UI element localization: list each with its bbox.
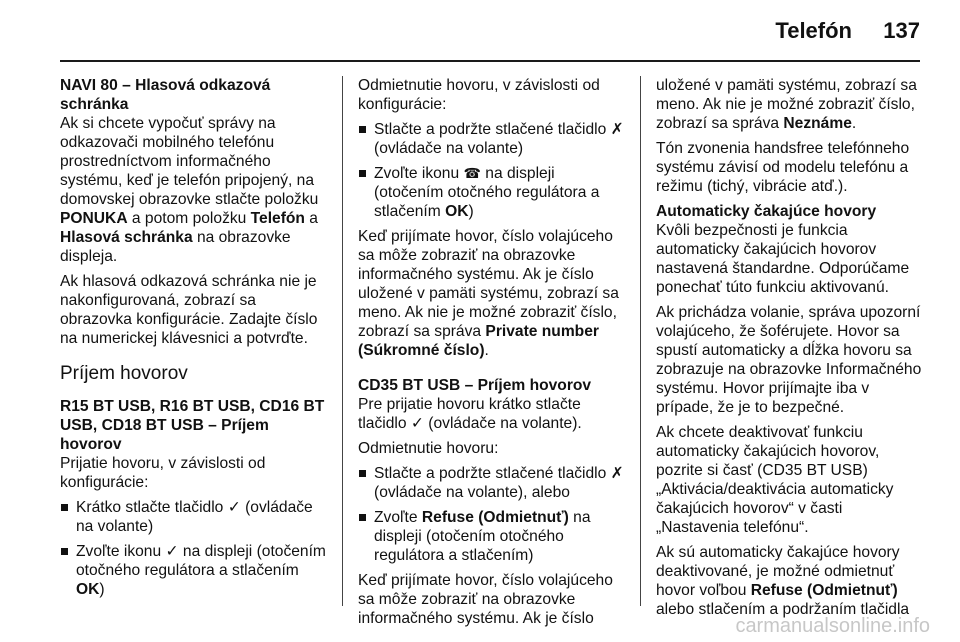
reject-call-icon: ✗	[610, 121, 624, 138]
list-item: Zvoľte Refuse (Odmietnuť) na displeji (otočením otočného regulátora a stlačením)	[358, 508, 624, 565]
menu-term-ponuka: PONUKA	[60, 210, 128, 227]
list-item: Stlačte a podržte stlačené tlačidlo ✗ (ovládače na volante)	[358, 120, 624, 158]
section-title-receiving-calls: Príjem hovorov	[60, 363, 188, 384]
answer-call-icon: ✓	[165, 543, 179, 560]
page-number: 137	[883, 18, 920, 43]
end-call-icon: ☎	[463, 165, 481, 181]
list-item: Zvoľte ikonu ☎ na displeji (otočením otočného regulátora a stlačením OK)	[358, 164, 624, 221]
heading-r15-cd18-receiving: R15 BT USB, R16 BT USB, CD16 BT USB, CD18 BT USB – Príjem hovorov	[60, 398, 325, 453]
heading-navi80-voicemail: NAVI 80 – Hlasová odkazová schránka	[60, 77, 271, 113]
column-2	[358, 76, 624, 634]
paragraph-reject-call: Odmietnutie hovoru, v závislosti od konfigurácie:	[358, 77, 600, 113]
paragraph-voicemail-access: Ak si chcete vypočuť správy na odkazovači mobilného telefónu prostredníctvom informačného systému, keď je telefón pripojený, na domovskej obrazovke stlačte položku PONUKA a potom položku Telefón a Hlasová schránka na obrazovke displeja.	[60, 115, 319, 265]
paragraph-ringtone: Tón zvonenia handsfree telefónneho systému závisí od modelu telefónu a režimu (tichý, vibrácie atď.).	[656, 140, 910, 195]
paragraph-cd35-reject: Odmietnutie hovoru:	[358, 440, 499, 457]
list-item: Krátko stlačte tlačidlo ✓ (ovládače na volante)	[60, 498, 326, 536]
page-title: Telefón	[775, 18, 852, 43]
message-unknown: Neznáme	[783, 115, 852, 132]
heading-auto-answer: Automaticky čakajúce hovory	[656, 203, 877, 220]
watermark: carmanualsonline.info	[735, 615, 930, 637]
paragraph-accept-call: Prijatie hovoru, v závislosti od konfigurácie:	[60, 455, 266, 491]
paragraph-auto-answer-default: Kvôli bezpečnosti je funkcia automaticky čakajúcich hovorov nastavená štandardne. Odporúčame ponechať túto funkciu aktivovanú.	[656, 222, 910, 296]
list-item: Zvoľte ikonu ✓ na displeji (otočením otočného regulátora a stlačením OK)	[60, 542, 326, 599]
answer-call-icon: ✓	[410, 415, 424, 432]
list-accept-call	[60, 498, 326, 599]
page-header	[0, 0, 960, 62]
reject-call-icon: ✗	[610, 465, 624, 482]
answer-call-icon: ✓	[227, 499, 241, 516]
column-divider-2	[640, 76, 641, 606]
header-rule	[60, 60, 920, 62]
column-divider-1	[342, 76, 343, 606]
paragraph-caller-number: Keď prijímate hovor, číslo volajúceho sa môže zobraziť na obrazovke informačného systému. Ak je číslo uložené v pamäti systému, zobrazí sa meno. Ak nie je možné zobraziť číslo, zobrazí sa správa Private number (Súkromné číslo).	[358, 228, 619, 359]
list-reject-call	[358, 120, 624, 221]
list-item: Stlačte a podržte stlačené tlačidlo ✗ (ovládače na volante), alebo	[358, 464, 624, 502]
option-refuse: Refuse (Odmietnuť)	[421, 509, 569, 526]
paragraph-cd35-caller-number: Keď prijímate hovor, číslo volajúceho sa môže zobraziť na obrazovke informačného systému. Ak je číslo	[358, 572, 613, 627]
heading-cd35-receiving: CD35 BT USB – Príjem hovorov	[358, 377, 592, 394]
paragraph-auto-answer-deactivate: Ak chcete deaktivovať funkciu automaticky čakajúcich hovorov, pozrite si časť (CD35 BT USB) „Aktivácia/deaktivácia automaticky čakajúcich hovorov“ v časti „Nastavenia telefónu“.	[656, 424, 894, 536]
menu-term-telefon: Telefón	[250, 210, 305, 227]
message-private-number: Private number (Súkromné číslo)	[358, 323, 599, 359]
column-3	[656, 76, 924, 625]
menu-term-hlasova-schranka: Hlasová schránka	[60, 229, 193, 246]
paragraph-caller-name: uložené v pamäti systému, zobrazí sa meno. Ak nie je možné zobraziť číslo, zobrazí sa správa Neznáme.	[656, 77, 917, 132]
column-1	[60, 76, 326, 605]
paragraph-voicemail-config: Ak hlasová odkazová schránka nie je nakonfigurovaná, zobrazí sa obrazovka konfigurácie. Zadajte číslo na numerickej klávesnici a potvrďte.	[60, 273, 318, 347]
list-cd35-reject	[358, 464, 624, 565]
paragraph-auto-answer-behavior: Ak prichádza volanie, správa upozorní volajúceho, že šoférujete. Hovor sa spustí automaticky a dĺžka hovoru sa zobrazuje na obrazovke Informačného systému. Hovor prijímajte iba v prípade, že je to bezpečné.	[656, 304, 922, 416]
option-refuse: Refuse (Odmietnuť)	[750, 582, 898, 599]
paragraph-cd35-accept: Pre prijatie hovoru krátko stlačte tlačidlo ✓ (ovládače na volante).	[358, 396, 582, 432]
paragraph-auto-answer-refuse: Ak sú automaticky čakajúce hovory deaktivované, je možné odmietnuť hovor voľbou Refuse (Odmietnuť) alebo stlačením a podržaním tlačidla	[656, 544, 910, 618]
